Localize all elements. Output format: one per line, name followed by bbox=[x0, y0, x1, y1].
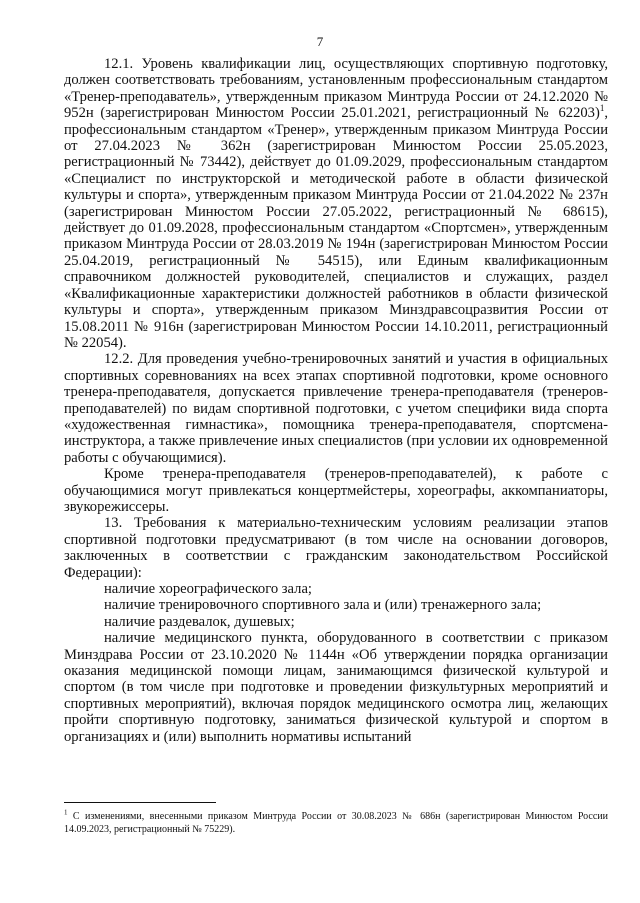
footnote-marker: 1 bbox=[64, 808, 68, 817]
list-item-choreography-hall: наличие хореографического зала; bbox=[104, 581, 312, 597]
paragraph-12-1-text-start: 12.1. Уровень квалификации лиц, осуществляющих спортивную подготовку, должен соответствовать требованиям, установленным профессиональным стандартом «Тренер-преподаватель», утвержденным приказом Минтруда России от 24.12.2020 № 952н (зарегистрирован Минюстом России 25.01.2021, регистрационный № 62203) bbox=[64, 56, 608, 122]
document-body bbox=[64, 56, 608, 745]
page-number: 7 bbox=[316, 34, 324, 49]
list-item-locker-rooms: наличие раздевалок, душевых; bbox=[104, 613, 295, 630]
footnote-separator bbox=[64, 802, 216, 803]
footnote-ref-1[interactable]: 1 bbox=[599, 103, 605, 114]
footnote-text: С изменениями, внесенными приказом Минтруда России от 30.08.2023 № 686н (зарегистрирован Минюстом России 14.09.2023, регистрационный № 75229). bbox=[64, 811, 608, 835]
paragraph-12-2: 12.2. Для проведения учебно-тренировочных занятий и участия в официальных спортивных соревнованиях на всех этапах спортивной подготовки, кроме основного тренера-преподавателя, допускается привлечение тренера-преподавателя (тренеров-преподавателей) по видам спортивной подготовки, с учетом специфики вида спорта «художественная гимнастика», помощника тренера-преподавателя, спортсмена-инструктора, а также привлечение иных специалистов (при условии их одновременной работы с обучающимися). bbox=[64, 351, 608, 466]
list-item-training-hall: наличие тренировочного спортивного зала и (или) тренажерного зала; bbox=[104, 597, 542, 614]
paragraph-12-1 bbox=[64, 56, 608, 351]
paragraph-12-1-text-end: , профессиональным стандартом «Тренер», утвержденным приказом Минтруда России от 27.04.2023 № 362н (зарегистрирован Минюстом России 25.05.2023, регистрационный № 73442), действует до 01.09.2029, профессиональным стандартом «Специалист по инструкторской и методической работе в области физической культуры и спорта», утвержденным приказом Минтруда России от 21.04.2022 № 237н (зарегистрирован Минюстом России 27.05.2022, регистрационный № 68615), действует до 01.09.2028, профессиональным стандартом «Спортсмен», утвержденным приказом Минтруда России от 28.03.2019 № 194н (зарегистрирован Минюстом России 25.04.2019, регистрационный № 54515), или Единым квалификационным справочником должностей руководителей, специалистов и служащих, раздел «Квалификационные характеристики должностей работников в области физической культуры и спорта», утвержденным приказом Минздравсоцразвития России от 15.08.2011 № 916н (зарегистрирован Минюстом России 14.10.2011, регистрационный № 22054). bbox=[64, 105, 608, 351]
paragraph-13: 13. Требования к материально-техническим условиям реализации этапов спортивной подготовки предусматривают (в том числе на основании договоров, заключенных в соответствии с гражданским законодательством Российской Федерации): bbox=[64, 515, 608, 581]
list-item-medical-point: наличие медицинского пункта, оборудованного в соответствии с приказом Минздрава России от 23.10.2020 № 1144н «Об утверждении порядка организации оказания медицинской помощи лицам, занимающимся физической культурой и спортом (в том числе при подготовке и проведении физкультурных мероприятий и спортивных мероприятий), включая порядок медицинского осмотра лиц, желающих пройти спортивную подготовку, заниматься физической культурой и спортом в организациях и (или) выполнить нормативы испытаний bbox=[64, 630, 608, 745]
paragraph-additional-staff: Кроме тренера-преподавателя (тренеров-преподавателей), к работе с обучающимися могут привлекаться концертмейстеры, хореографы, аккомпаниаторы, звукорежиссеры. bbox=[64, 466, 608, 515]
footnote bbox=[64, 810, 608, 836]
